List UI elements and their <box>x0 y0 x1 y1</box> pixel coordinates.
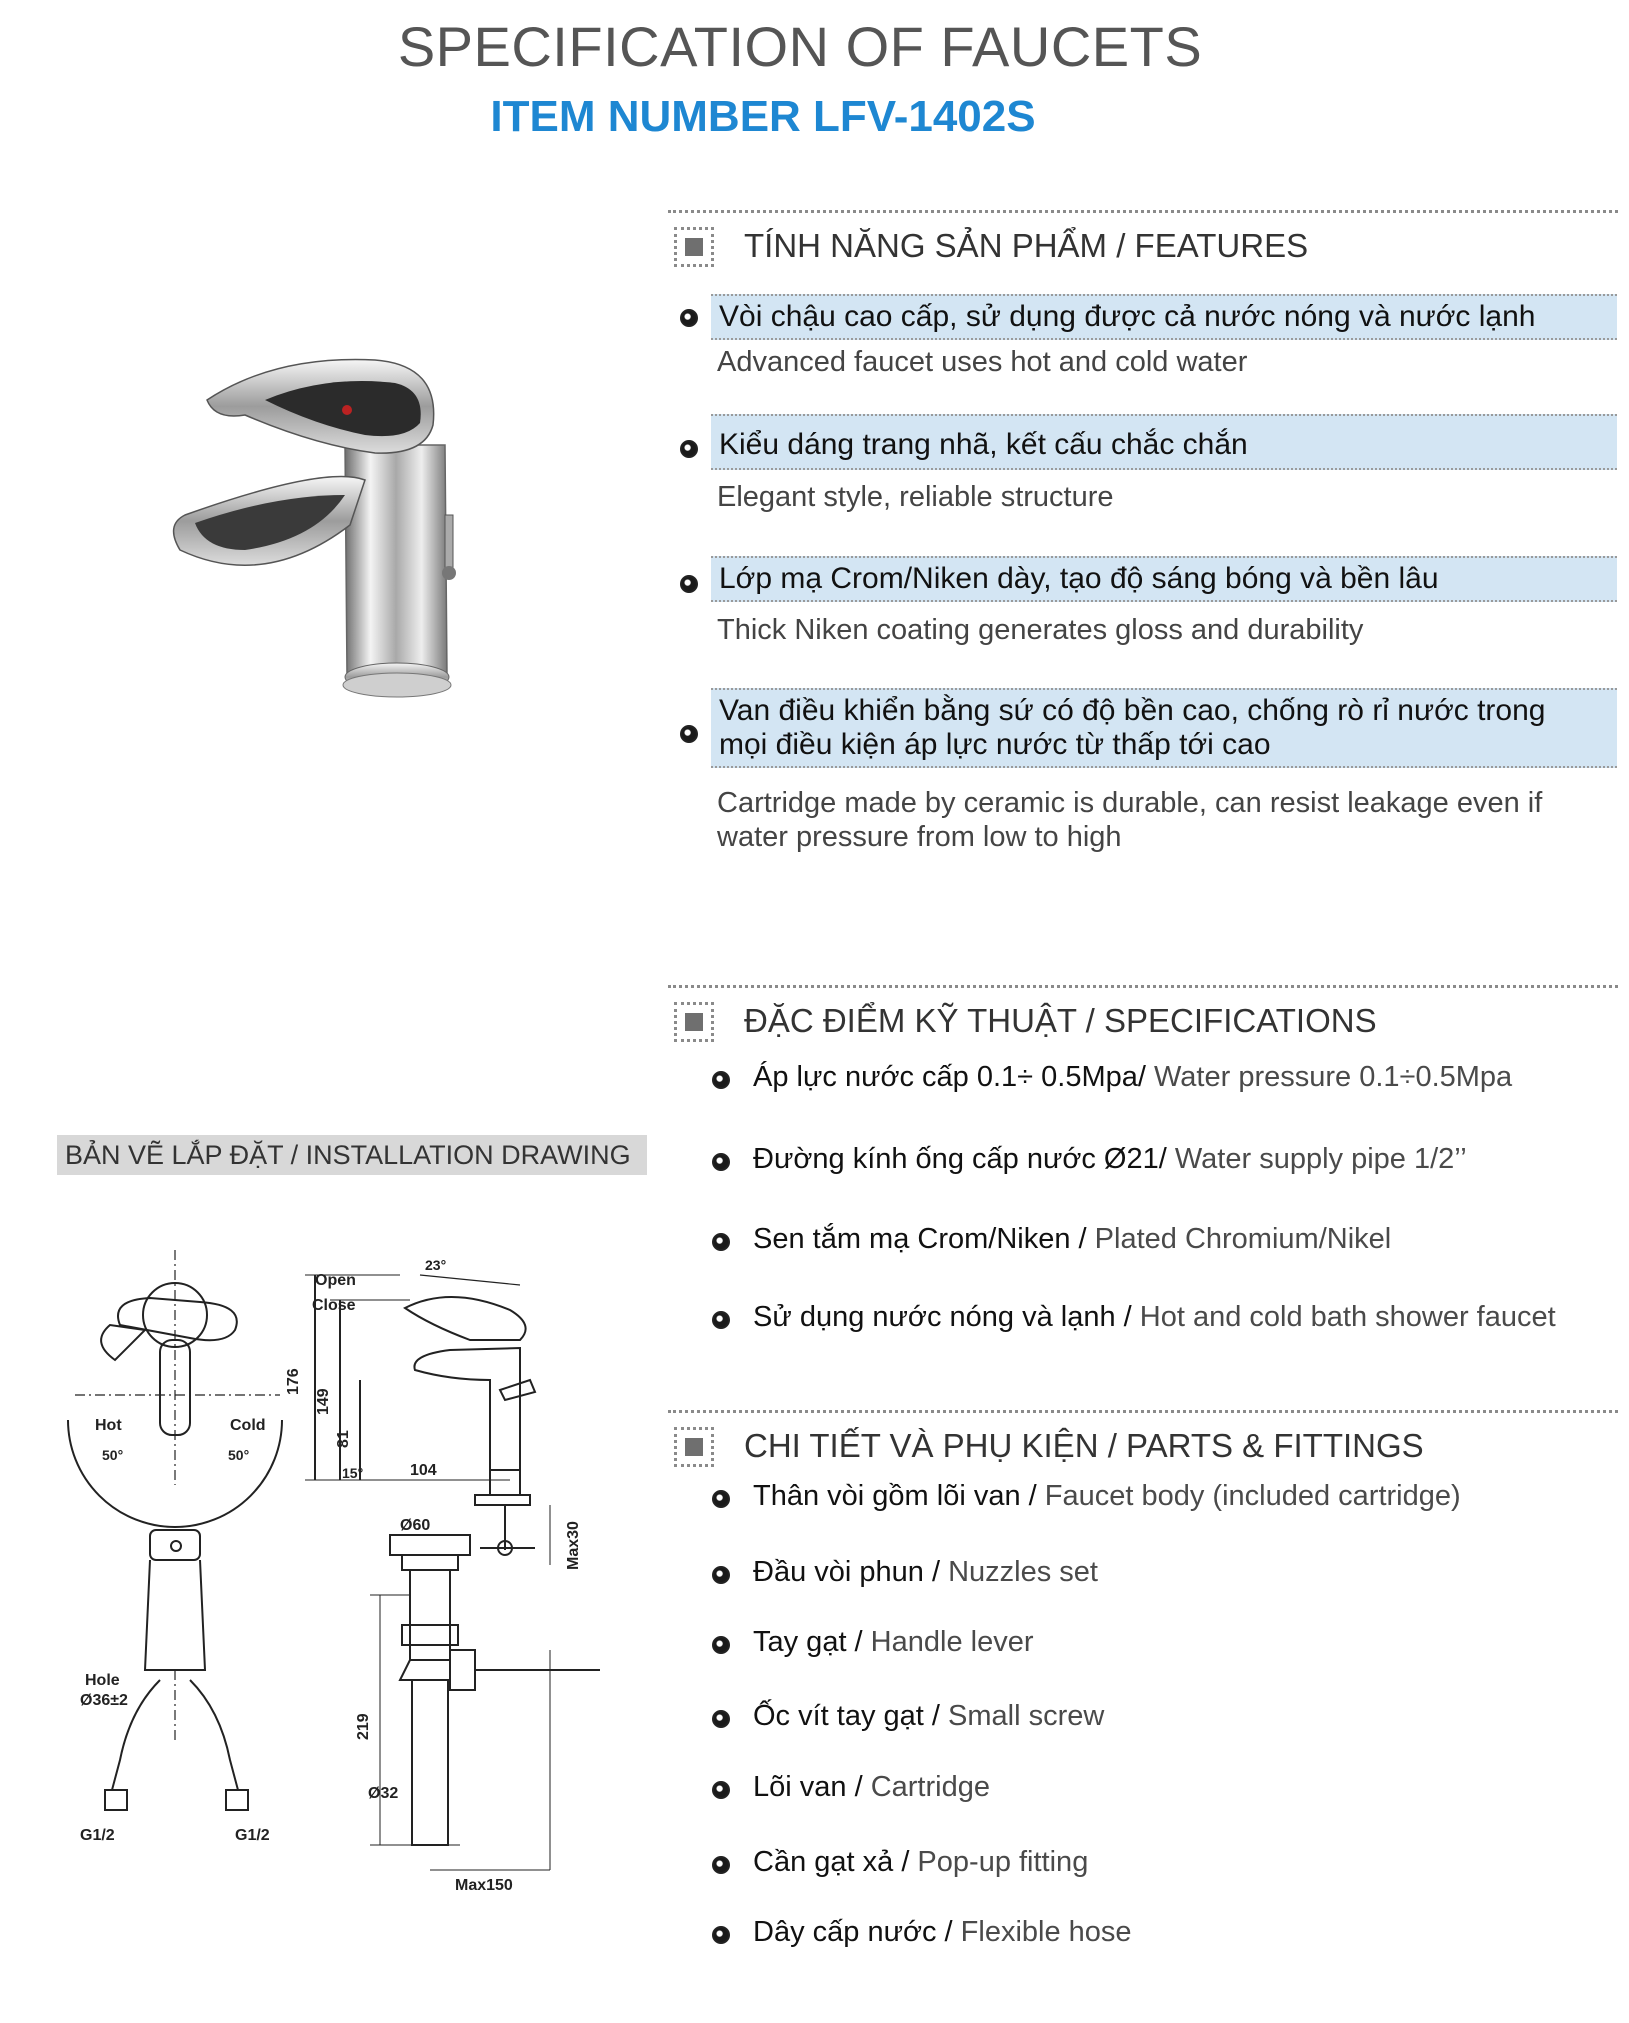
dim-81: 81 <box>335 1430 352 1448</box>
dim-max30: Max30 <box>565 1521 582 1570</box>
feature-vn-4: Van điều khiển bằng sứ có độ bền cao, chống rò rỉ nước trong mọi điều kiện áp lực nước từ thấp tới cao <box>711 688 1617 768</box>
bullet-icon <box>680 440 698 458</box>
bullet-icon <box>680 309 698 327</box>
specifications-heading: ĐẶC ĐIỂM KỸ THUẬT / SPECIFICATIONS <box>744 1002 1377 1039</box>
feature-vn-1: Vòi chậu cao cấp, sử dụng được cả nước nóng và nước lạnh <box>711 294 1617 340</box>
dim-d60: Ø60 <box>400 1517 431 1534</box>
close-label: Close <box>312 1297 356 1314</box>
specifications-section-header <box>668 985 1618 1048</box>
dim-149: 149 <box>315 1388 332 1415</box>
hot-label: Hot <box>95 1417 122 1434</box>
faucet-product-image <box>125 345 475 725</box>
bullet-icon <box>680 575 698 593</box>
features-heading: TÍNH NĂNG SẢN PHẨM / FEATURES <box>744 227 1309 264</box>
front-view-drawing <box>105 1530 248 1810</box>
section-square-icon <box>674 227 714 267</box>
parts-section-header <box>668 1410 1618 1473</box>
feature-vn-3: Lớp mạ Crom/Niken dày, tạo độ sáng bóng và bền lâu <box>711 556 1617 602</box>
item-number: ITEM NUMBER LFV-1402S <box>490 92 1036 141</box>
installation-drawing <box>50 1230 650 1910</box>
bullet-icon <box>712 1311 730 1329</box>
spec-item-1: Áp lực nước cấp 0.1÷ 0.5Mpa/ Water pressure 0.1÷0.5Mpa <box>753 1061 1513 1093</box>
part-item-5: Lõi van / Cartridge <box>753 1771 990 1803</box>
spec-item-4: Sử dụng nước nóng và lạnh / Hot and cold bath shower faucet <box>753 1301 1556 1333</box>
features-section-header <box>668 210 1618 273</box>
hole-dim-label: Ø36±2 <box>80 1692 128 1709</box>
bullet-icon <box>712 1153 730 1171</box>
feature-en-2: Elegant style, reliable structure <box>717 481 1114 513</box>
open-label: Open <box>315 1272 356 1289</box>
bullet-icon <box>712 1233 730 1251</box>
part-item-1: Thân vòi gồm lõi van / Faucet body (included cartridge) <box>753 1480 1461 1512</box>
bullet-icon <box>712 1071 730 1089</box>
bullet-icon <box>680 725 698 743</box>
bullet-icon <box>712 1636 730 1654</box>
angle-left-label: 50° <box>102 1447 124 1463</box>
dim-219: 219 <box>355 1713 372 1740</box>
bullet-icon <box>712 1856 730 1874</box>
part-item-7: Dây cấp nước / Flexible hose <box>753 1916 1132 1948</box>
dim-104: 104 <box>410 1462 437 1479</box>
part-item-3: Tay gạt / Handle lever <box>753 1626 1034 1658</box>
part-item-4: Ốc vít tay gạt / Small screw <box>753 1700 1105 1732</box>
bullet-icon <box>712 1490 730 1508</box>
angle-15-label: 15° <box>342 1465 364 1481</box>
angle-right-label: 50° <box>228 1447 250 1463</box>
popup-view-drawing <box>370 1535 600 1870</box>
bullet-icon <box>712 1710 730 1728</box>
section-square-icon <box>674 1002 714 1042</box>
dim-max150: Max150 <box>455 1877 513 1894</box>
installation-drawing-label: BẢN VẼ LẮP ĐẶT / INSTALLATION DRAWING <box>57 1135 647 1175</box>
spec-item-2: Đường kính ống cấp nước Ø21/ Water supply pipe 1/2’’ <box>753 1143 1467 1175</box>
angle-23-label: 23° <box>425 1257 447 1273</box>
bullet-icon <box>712 1566 730 1584</box>
feature-en-4: Cartridge made by ceramic is durable, can resist leakage even if water pressure from low to high <box>717 787 1543 853</box>
feature-vn-2: Kiểu dáng trang nhã, kết cấu chắc chắn <box>711 414 1617 470</box>
g-left-label: G1/2 <box>80 1827 115 1844</box>
cold-label: Cold <box>230 1417 266 1434</box>
spec-item-3: Sen tắm mạ Crom/Niken / Plated Chromium/Nikel <box>753 1223 1392 1255</box>
top-view-drawing <box>68 1250 282 1527</box>
parts-heading: CHI TIẾT VÀ PHỤ KIỆN / PARTS & FITTINGS <box>744 1427 1424 1464</box>
feature-en-1: Advanced faucet uses hot and cold water <box>717 346 1248 378</box>
g-right-label: G1/2 <box>235 1827 270 1844</box>
feature-en-3: Thick Niken coating generates gloss and durability <box>717 614 1364 646</box>
bullet-icon <box>712 1781 730 1799</box>
hole-label: Hole <box>85 1672 120 1689</box>
dim-d32: Ø32 <box>368 1785 399 1802</box>
section-square-icon <box>674 1427 714 1467</box>
part-item-6: Cần gạt xả / Pop-up fitting <box>753 1846 1089 1878</box>
part-item-2: Đầu vòi phun / Nuzzles set <box>753 1556 1098 1588</box>
page-title: SPECIFICATION OF FAUCETS <box>397 15 1203 78</box>
bullet-icon <box>712 1926 730 1944</box>
dim-176: 176 <box>285 1368 302 1395</box>
